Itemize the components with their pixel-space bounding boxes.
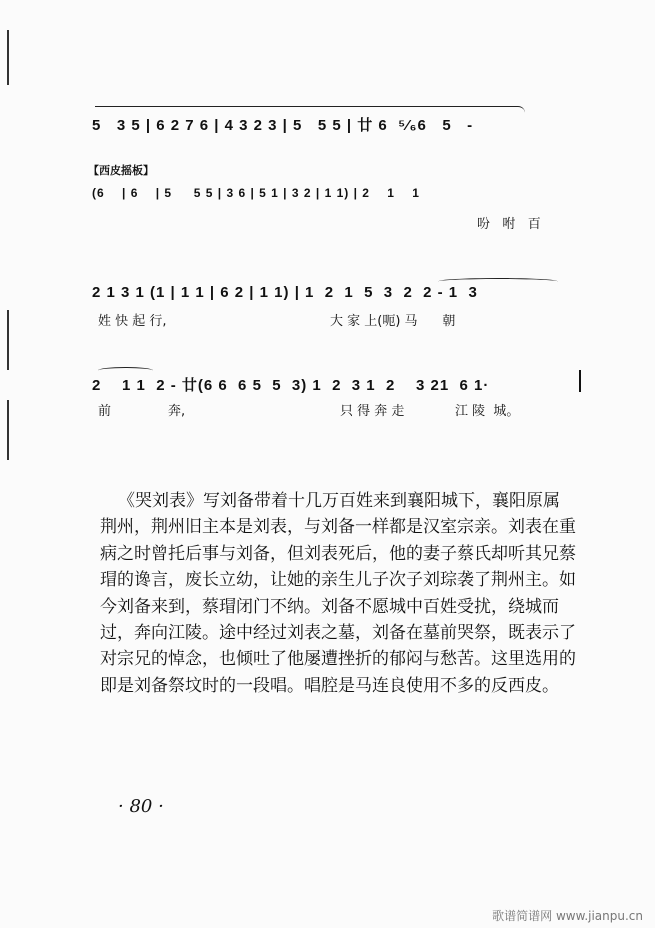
final-barline [579,370,581,392]
page-number: · 80 · [118,796,164,817]
watermark: 歌谱简谱网 www.jianpu.cn [492,909,643,923]
body-paragraph [100,488,580,699]
page-edge-mark [7,310,9,370]
paragraph-line: 过，奔向江陵。途中经过刘表之墓，刘备在墓前哭祭，既表示了 [100,623,576,644]
lyrics-row-2: 吩 咐 百 [477,217,541,232]
lyrics-row-3a: 姓 快 起 行, [98,314,167,329]
notation-row-3: 2 1 3 1 (1 | 1 1 | 6 2 | 1 1) | 1 2 1 5 3 2 2 - 1 3 [92,284,478,301]
lyrics-row-3b: 大 家 上(呃) 马 朝 [330,314,456,329]
notation-row-4: 2 1 1 2 - 廿(6 6 6 5 5 3) 1 2 3 1 2 3 21 6 1· [92,377,490,394]
lyrics-row-4d: 江 陵 城。 [455,404,520,419]
notation-row-2: (6 | 6 | 5 5 5 | 3 6 | 5 1 | 3 2 | 1 1) | 2 1 1 [92,186,420,200]
lyrics-row-4a: 前 [98,404,112,419]
paragraph-line: 对宗兄的悼念，也倾吐了他屡遭挫折的郁闷与愁苦。这里选用的 [100,649,576,670]
slur [98,367,153,374]
slur [95,106,525,113]
paragraph-line: 瑁的谗言，废长立幼，让她的亲生儿子次子刘琮袭了荆州主。如 [100,570,576,591]
paragraph-line: 今刘备来到，蔡瑁闭门不纳。刘备不愿城中百姓受扰，绕城而 [100,596,559,617]
paragraph-line: 《哭刘表》写刘备带着十几万百姓来到襄阳城下，襄阳原属 [118,491,560,511]
paragraph-line: 即是刘备祭坟时的一段唱。唱腔是马连良使用不多的反西皮。 [100,675,559,696]
notation-row-1: 5 3 5 | 6 2 7 6 | 4 3 2 3 | 5 5 5 | 廿 6 ⁵⁄₆6 5 - [92,117,474,134]
lyrics-row-4c: 只 得 奔 走 [340,404,405,419]
page-edge-mark [7,400,9,460]
section-label: 【西皮摇板】 [88,164,154,177]
lyrics-row-4b: 奔, [168,404,186,419]
paragraph-line: 荆州，荆州旧主本是刘表，与刘备一样都是汉室宗亲。刘表在重 [100,517,576,538]
paragraph-line: 病之时曾托后事与刘备，但刘表死后，他的妻子蔡氏却听其兄蔡 [100,543,576,564]
page-edge-mark [7,30,9,85]
